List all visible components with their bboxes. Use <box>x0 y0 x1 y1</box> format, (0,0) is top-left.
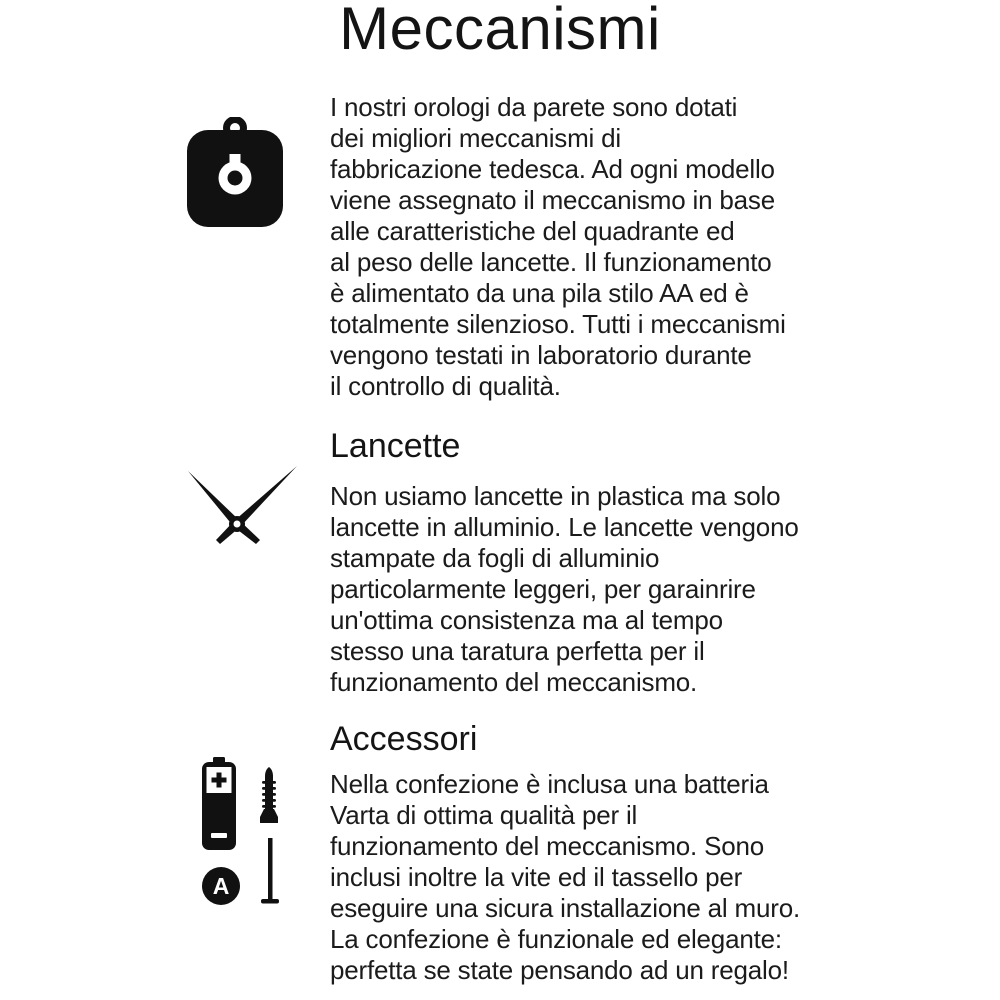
text-line: funzionamento del meccanismo. Sono <box>330 831 765 861</box>
text-line: stesso una taratura perfetta per il <box>330 636 705 666</box>
text-line: dei migliori meccanismi di <box>330 123 621 153</box>
text-line: al peso delle lancette. Il funzionamento <box>330 247 772 277</box>
text-line: vengono testati in laboratorio durante <box>330 340 752 370</box>
text-line: Varta di ottima qualità per il <box>330 800 638 830</box>
text-line: lancette in alluminio. Le lancette vengono <box>330 512 799 542</box>
accessori-paragraph <box>330 769 930 986</box>
page-title: Meccanismi <box>339 0 661 62</box>
text-line: un'ottima consistenza ma al tempo <box>330 605 723 635</box>
text-line: eseguire una sicura installazione al muro. <box>330 893 800 923</box>
lancette-heading: Lancette <box>330 427 461 465</box>
wall-anchor-screw-icon <box>257 767 281 825</box>
text-line: particolarmente leggeri, per garainrire <box>330 574 756 604</box>
accessori-heading: Accessori <box>330 720 478 758</box>
clock-movement-icon <box>187 117 283 228</box>
text-line: viene assegnato il meccanismo in base <box>330 185 775 215</box>
text-line: Nella confezione è inclusa una batteria <box>330 769 769 799</box>
lancette-paragraph <box>330 481 930 698</box>
nail-icon <box>260 838 280 904</box>
battery-type-letter: A <box>212 872 230 899</box>
text-line: il controllo di qualità. <box>330 371 561 401</box>
clock-hands-icon <box>186 462 298 546</box>
text-line: perfetta se state pensando ad un regalo! <box>330 955 789 985</box>
text-line: I nostri orologi da parete sono dotati <box>330 92 738 122</box>
text-line: Non usiamo lancette in plastica ma solo <box>330 481 781 511</box>
meccanismi-paragraph <box>330 92 930 402</box>
battery-type-a-badge <box>202 867 240 905</box>
battery-icon <box>202 757 236 850</box>
text-line: La confezione è funzionale ed elegante: <box>330 924 782 954</box>
text-line: stampate da fogli di alluminio <box>330 543 660 573</box>
text-line: fabbricazione tedesca. Ad ogni modello <box>330 154 775 184</box>
text-line: è alimentato da una pila stilo AA ed è <box>330 278 749 308</box>
text-line: alle caratteristiche del quadrante ed <box>330 216 735 246</box>
text-line: totalmente silenzioso. Tutti i meccanismi <box>330 309 786 339</box>
text-line: funzionamento del meccanismo. <box>330 667 698 697</box>
text-line: inclusi inoltre la vite ed il tassello per <box>330 862 743 892</box>
